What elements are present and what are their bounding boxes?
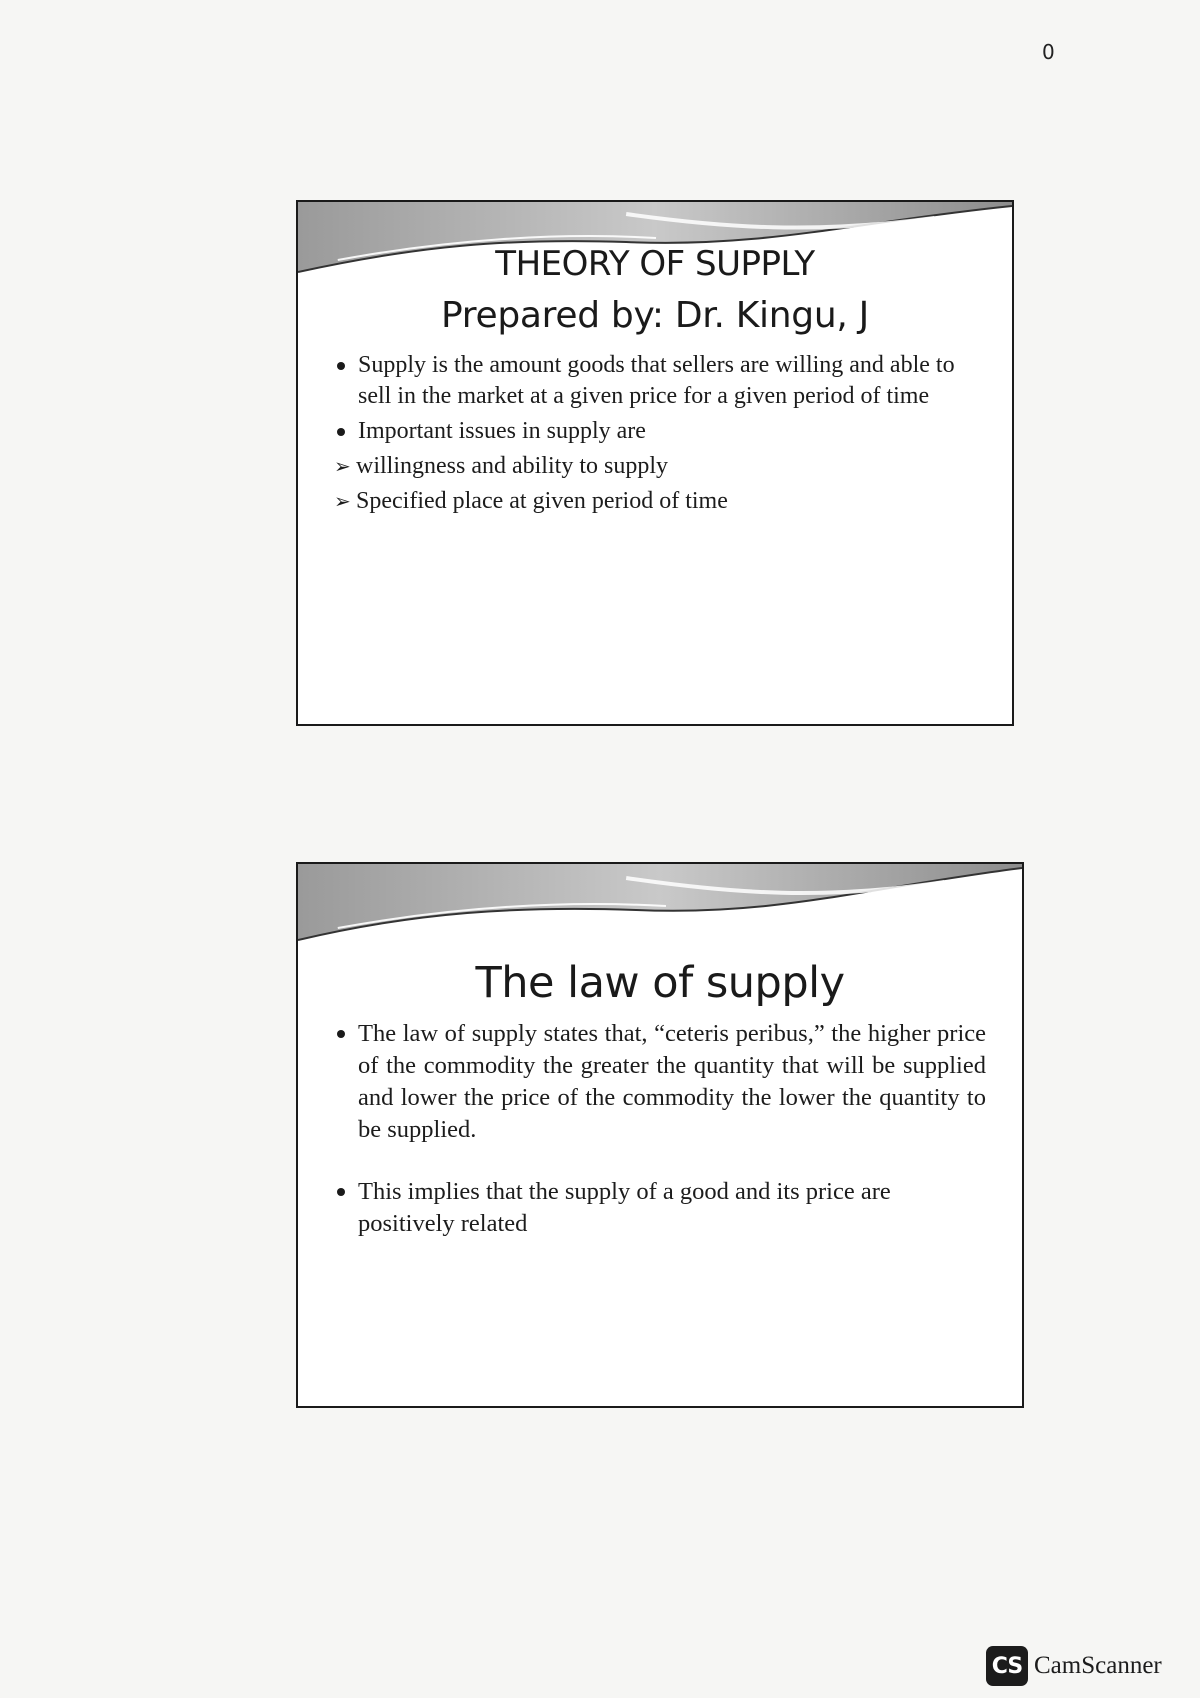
sub-item-text: Specified place at given period of time — [356, 488, 728, 514]
slide-1-sub-item-place — [334, 486, 976, 517]
slide-1-bullet-definition: Supply is the amount goods that sellers are willing and able to sell in the market at a given price for a given period of time — [336, 350, 976, 412]
slide-2-bullet-implication: This implies that the supply of a good and its price are positively related — [336, 1176, 986, 1240]
slide-theory-of-supply — [296, 200, 1014, 726]
slide-2-bullet-list — [336, 1018, 986, 1244]
slide-1-sub-item-willingness — [334, 451, 976, 482]
camscanner-label: CamScanner — [1034, 1652, 1162, 1679]
camscanner-watermark — [986, 1646, 1162, 1686]
slide-1-bullet-list — [336, 350, 976, 521]
page-number: 0 — [1042, 40, 1055, 64]
arrow-bullet-icon: ➢ — [334, 489, 351, 513]
slide-1-title: THEORY OF SUPPLY — [495, 244, 815, 284]
slide-header-swoosh — [298, 864, 1022, 956]
sub-item-text: willingness and ability to supply — [356, 453, 668, 479]
slide-2-title: The law of supply — [475, 958, 845, 1008]
slide-2-bullet-law: The law of supply states that, “ceteris peribus,” the higher price of the commodity the greater the quantity that will be supplied and lower the price of the commodity the lower the quantity to be supplied. — [336, 1018, 986, 1146]
camscanner-logo-icon: CS — [986, 1646, 1028, 1686]
slide-1-bullet-issues: Important issues in supply are — [336, 416, 976, 447]
arrow-bullet-icon: ➢ — [334, 454, 351, 478]
slide-1-subtitle: Prepared by: Dr. Kingu, J — [441, 295, 869, 336]
slide-law-of-supply — [296, 862, 1024, 1408]
